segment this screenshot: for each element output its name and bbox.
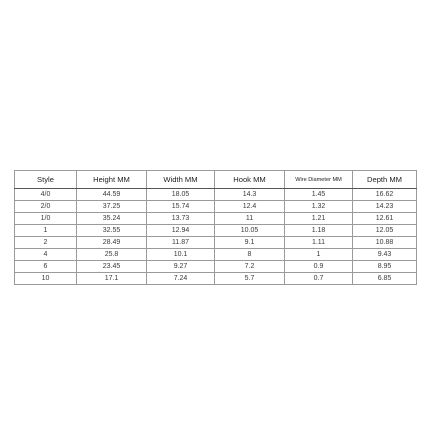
cell-depth: 14.23 xyxy=(353,201,417,213)
cell-width: 9.27 xyxy=(147,261,215,273)
cell-width: 11.87 xyxy=(147,237,215,249)
cell-depth: 9.43 xyxy=(353,249,417,261)
cell-wire-diameter: 1 xyxy=(285,249,353,261)
cell-depth: 10.88 xyxy=(353,237,417,249)
table-body xyxy=(15,189,417,285)
table-header xyxy=(15,171,417,189)
table-row xyxy=(15,213,417,225)
cell-style: 4/0 xyxy=(15,189,77,201)
header-style: Style xyxy=(15,171,77,189)
cell-height: 37.25 xyxy=(77,201,147,213)
header-wire-diameter: Wire Diameter MM xyxy=(285,171,353,189)
cell-height: 35.24 xyxy=(77,213,147,225)
cell-hook: 9.1 xyxy=(215,237,285,249)
table-row xyxy=(15,189,417,201)
cell-width: 7.24 xyxy=(147,273,215,285)
cell-height: 17.1 xyxy=(77,273,147,285)
cell-width: 15.74 xyxy=(147,201,215,213)
cell-width: 12.94 xyxy=(147,225,215,237)
table-row xyxy=(15,201,417,213)
cell-wire-diameter: 0.7 xyxy=(285,273,353,285)
cell-style: 2/0 xyxy=(15,201,77,213)
header-height: Height MM xyxy=(77,171,147,189)
cell-wire-diameter: 1.45 xyxy=(285,189,353,201)
cell-style: 1/0 xyxy=(15,213,77,225)
cell-wire-diameter: 1.32 xyxy=(285,201,353,213)
cell-style: 6 xyxy=(15,261,77,273)
header-row xyxy=(15,171,417,189)
cell-hook: 11 xyxy=(215,213,285,225)
cell-depth: 12.61 xyxy=(353,213,417,225)
table-row xyxy=(15,237,417,249)
cell-depth: 8.95 xyxy=(353,261,417,273)
cell-style: 4 xyxy=(15,249,77,261)
cell-hook: 14.3 xyxy=(215,189,285,201)
cell-wire-diameter: 1.18 xyxy=(285,225,353,237)
cell-depth: 16.62 xyxy=(353,189,417,201)
cell-hook: 8 xyxy=(215,249,285,261)
cell-hook: 12.4 xyxy=(215,201,285,213)
cell-depth: 12.05 xyxy=(353,225,417,237)
header-hook: Hook MM xyxy=(215,171,285,189)
cell-height: 32.55 xyxy=(77,225,147,237)
cell-hook: 10.05 xyxy=(215,225,285,237)
cell-width: 13.73 xyxy=(147,213,215,225)
cell-depth: 6.85 xyxy=(353,273,417,285)
cell-style: 1 xyxy=(15,225,77,237)
header-depth: Depth MM xyxy=(353,171,417,189)
cell-height: 25.8 xyxy=(77,249,147,261)
table-row xyxy=(15,249,417,261)
cell-hook: 7.2 xyxy=(215,261,285,273)
table-row xyxy=(15,261,417,273)
header-width: Width MM xyxy=(147,171,215,189)
cell-height: 23.45 xyxy=(77,261,147,273)
cell-height: 44.59 xyxy=(77,189,147,201)
cell-wire-diameter: 0.9 xyxy=(285,261,353,273)
table-row xyxy=(15,225,417,237)
cell-hook: 5.7 xyxy=(215,273,285,285)
table-row xyxy=(15,273,417,285)
cell-style: 10 xyxy=(15,273,77,285)
cell-width: 10.1 xyxy=(147,249,215,261)
cell-wire-diameter: 1.21 xyxy=(285,213,353,225)
cell-height: 28.49 xyxy=(77,237,147,249)
cell-width: 18.05 xyxy=(147,189,215,201)
cell-style: 2 xyxy=(15,237,77,249)
cell-wire-diameter: 1.11 xyxy=(285,237,353,249)
size-spec-table xyxy=(14,170,417,285)
